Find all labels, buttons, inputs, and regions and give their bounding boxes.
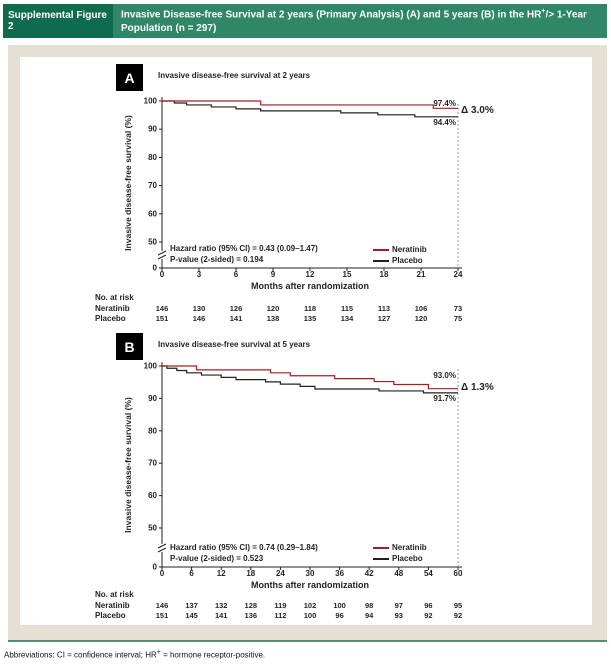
risk-count: 141 <box>229 314 243 323</box>
x-tick-label: 18 <box>246 569 256 578</box>
risk-count: 97 <box>394 601 403 610</box>
risk-count: 128 <box>244 601 258 610</box>
panel-a-title: Invasive disease-free survival at 2 years <box>158 71 311 80</box>
divider-line <box>8 640 607 642</box>
risk-count: 113 <box>377 304 391 313</box>
risk-count: 96 <box>424 601 433 610</box>
y-tick-label: 100 <box>143 361 157 371</box>
y-tick-label: 90 <box>148 393 157 403</box>
panel-a-risk-row-label-neratinib: Neratinib <box>95 304 130 313</box>
x-tick-label: 0 <box>159 569 165 578</box>
risk-count: 94 <box>365 611 374 620</box>
risk-count: 146 <box>192 314 206 323</box>
risk-count: 135 <box>303 314 317 323</box>
y-tick-label: 70 <box>148 181 157 191</box>
y-tick-label: 80 <box>148 152 157 162</box>
panel-a-end-value-neratinib: 97.4% <box>433 99 456 108</box>
risk-count: 106 <box>414 304 428 313</box>
abbreviations-note <box>4 649 265 660</box>
panel-a-risk-row-label-placebo: Placebo <box>95 314 126 323</box>
risk-count: 118 <box>303 304 317 313</box>
y-tick-label: 0 <box>152 263 157 273</box>
x-tick-label: 54 <box>423 569 433 578</box>
x-tick-label: 42 <box>364 569 374 578</box>
risk-count: 145 <box>185 611 198 620</box>
risk-count: 100 <box>333 601 346 610</box>
x-tick-label: 18 <box>379 270 389 279</box>
risk-count: 126 <box>229 304 243 313</box>
figure-header <box>3 4 607 38</box>
y-tick-label: 70 <box>148 458 157 468</box>
x-tick-label: 6 <box>233 270 239 279</box>
panel-a-legend-swatch-placebo <box>373 260 389 262</box>
panel-b-legend-neratinib: Neratinib <box>392 543 427 552</box>
y-tick-label: 0 <box>152 562 157 572</box>
risk-count: 138 <box>266 314 280 323</box>
panel-b-risk-header: No. at risk <box>95 590 134 599</box>
panel-b-ylabel: Invasive disease-free survival (%) <box>123 397 133 533</box>
x-tick-label: 6 <box>189 569 194 578</box>
x-tick-label: 48 <box>394 569 404 578</box>
risk-count: 92 <box>453 611 463 620</box>
risk-count: 136 <box>244 611 258 620</box>
x-tick-label: 60 <box>453 569 463 578</box>
panel-a-end-value-placebo: 94.4% <box>433 118 456 127</box>
abbreviations-text: Abbreviations: CI = confidence interval; HR <box>4 650 157 660</box>
x-tick-label: 24 <box>453 270 463 279</box>
x-tick-label: 24 <box>275 569 285 578</box>
risk-count: 146 <box>155 304 169 313</box>
y-tick-label: 100 <box>143 96 157 106</box>
panel-b-risk-row-label-neratinib: Neratinib <box>95 601 130 610</box>
risk-count: 151 <box>155 611 169 620</box>
figure-title-text: Invasive Disease-free Survival at 2 years (Primary Analysis) (A) and 5 years (B) in the HR <box>121 9 542 21</box>
risk-count: 73 <box>453 304 463 313</box>
risk-count: 95 <box>453 601 463 610</box>
panel-b-end-value-neratinib: 93.0% <box>433 371 456 380</box>
x-tick-label: 0 <box>159 270 165 279</box>
y-tick-label: 60 <box>148 209 157 219</box>
abbreviations-text-rest: = hormone receptor-positive. <box>160 650 266 660</box>
panel-b-pvalue: P-value (2-sided) = 0.523 <box>170 554 264 563</box>
x-tick-label: 36 <box>335 569 345 578</box>
risk-count: 102 <box>303 601 317 610</box>
risk-count: 141 <box>214 611 228 620</box>
panel-b-end-value-placebo: 91.7% <box>433 394 456 403</box>
figure-title-rest: /> 1-Year Population (n = 297) <box>121 9 587 35</box>
panel-b-marker: B <box>116 333 143 360</box>
panel-b-hazard-ratio: Hazard ratio (95% CI) = 0.74 (0.29–1.84) <box>170 543 318 552</box>
panel-b-delta-label: Δ 1.3% <box>461 382 494 393</box>
x-tick-label: 12 <box>305 270 315 279</box>
panel-a-ylabel: Invasive disease-free survival (%) <box>123 115 133 251</box>
risk-count: 119 <box>274 601 287 610</box>
risk-count: 92 <box>424 611 433 620</box>
risk-count: 130 <box>192 304 206 313</box>
y-tick-label: 50 <box>148 523 157 533</box>
figure-title <box>113 4 607 38</box>
risk-count: 100 <box>303 611 317 620</box>
risk-count: 112 <box>274 611 287 620</box>
risk-count: 98 <box>365 601 374 610</box>
risk-count: 137 <box>185 601 198 610</box>
x-tick-label: 21 <box>416 270 426 279</box>
y-tick-label: 90 <box>148 124 157 134</box>
panel-a-legend-neratinib: Neratinib <box>392 245 427 254</box>
risk-count: 127 <box>377 314 391 323</box>
panel-a-marker: A <box>116 64 143 91</box>
risk-count: 120 <box>414 314 428 323</box>
panel-a-legend-placebo: Placebo <box>392 256 423 265</box>
x-tick-label: 15 <box>342 270 352 279</box>
panel-a-pvalue: P-value (2-sided) = 0.194 <box>170 255 264 264</box>
risk-count: 132 <box>214 601 228 610</box>
panel-a-delta-label: Δ 3.0% <box>461 105 494 116</box>
risk-count: 120 <box>266 304 280 313</box>
panel-b-legend-placebo: Placebo <box>392 554 423 563</box>
figure-title-superscript: + <box>541 8 546 15</box>
panel-a-xlabel: Months after randomization <box>250 281 369 291</box>
x-tick-label: 9 <box>270 270 276 279</box>
y-tick-label: 50 <box>148 237 157 247</box>
risk-count: 151 <box>155 314 169 323</box>
y-tick-label: 60 <box>148 491 157 501</box>
x-tick-label: 12 <box>216 569 226 578</box>
panel-b-risk-row-label-placebo: Placebo <box>95 611 126 620</box>
panel-b-legend-swatch-placebo <box>373 558 389 560</box>
panel-b-title: Invasive disease-free survival at 5 years <box>158 340 311 349</box>
x-tick-label: 3 <box>196 270 202 279</box>
abbreviations-superscript: + <box>156 649 161 656</box>
risk-count: 146 <box>155 601 169 610</box>
y-tick-label: 80 <box>148 426 157 436</box>
panel-b-legend-swatch-neratinib <box>373 547 389 549</box>
risk-count: 93 <box>394 611 403 620</box>
x-tick-label: 30 <box>305 569 315 578</box>
panel-a-risk-header: No. at risk <box>95 293 134 302</box>
risk-count: 96 <box>335 611 344 620</box>
risk-count: 134 <box>340 314 354 323</box>
panel-a-hazard-ratio: Hazard ratio (95% CI) = 0.43 (0.09–1.47) <box>170 244 318 253</box>
figure-number-label: Supplemental Figure 2 <box>3 4 113 38</box>
risk-count: 75 <box>453 314 463 323</box>
risk-count: 115 <box>340 304 354 313</box>
panel-a-legend-swatch-neratinib <box>373 249 389 251</box>
panel-b-xlabel: Months after randomization <box>250 580 369 590</box>
